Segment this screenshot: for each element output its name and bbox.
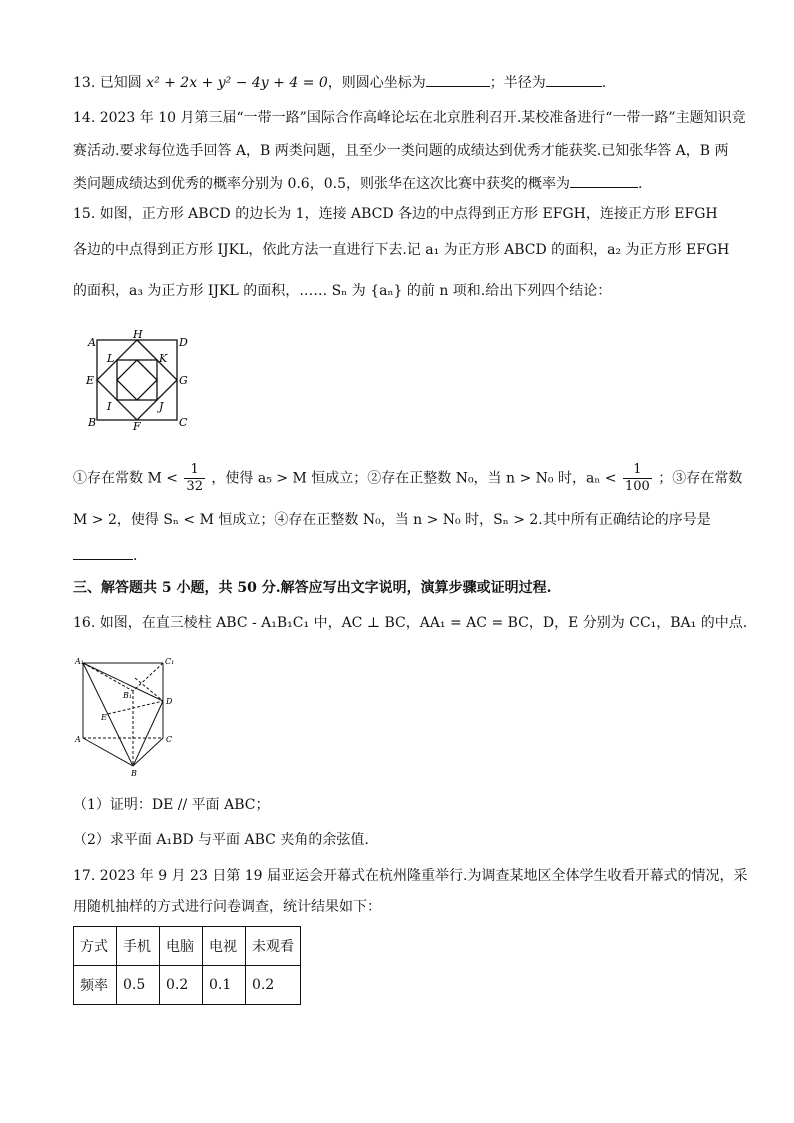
label-b1: B₁ — [123, 691, 133, 700]
table-row — [74, 966, 301, 1005]
nested-squares-figure — [76, 330, 188, 430]
frac1-denominator: 32 — [186, 479, 203, 494]
q15-line3: 的面积，a₃ 为正方形 IJKL 的面积，…… Sₙ 为 {aₙ} 的前 n 项和.给出下列四个结论： — [73, 283, 612, 299]
square-inner — [117, 360, 157, 400]
fraction-1-100 — [623, 462, 652, 495]
q13-mid: ，则圆心坐标为 — [327, 75, 426, 91]
frac1-numerator: 1 — [184, 462, 205, 479]
q16-part2: （2）求平面 A₁BD 与平面 ABC 夹角的余弦值. — [73, 832, 369, 848]
edge-c1b1 — [133, 663, 163, 691]
label-l: L — [107, 352, 115, 365]
c2-text-b: ；③存在常数 — [658, 470, 743, 487]
segment-de — [108, 701, 163, 714]
table-cell: 0.1 — [203, 966, 246, 1005]
q15-line2: 各边的中点得到正方形 IJKL，依此方法一直进行下去.记 a₁ 为正方形 ABCD 的面积，a₂ 为正方形 EFGH — [73, 242, 730, 258]
q13-number: 13. — [73, 75, 96, 91]
edge-cb — [133, 738, 163, 766]
label-i: I — [107, 400, 112, 413]
label-b: B — [131, 769, 137, 778]
c1-text-b: ，使得 a₅ > M 恒成立；②存在正整数 N₀，当 n > N₀ 时，aₙ < — [211, 470, 617, 487]
q16-line1: 16. 如图，在直三棱柱 ABC - A₁B₁C₁ 中，AC ⊥ BC，AA₁ = AC = BC，D，E 分别为 CC₁，BA₁ 的中点. — [73, 615, 748, 631]
q17-line1: 17. 2023 年 9 月 23 日第 19 届亚运会开幕式在杭州隆重举行.为调查某地区全体学生收看开幕式的情况，采 — [73, 868, 748, 884]
frac2-denominator: 100 — [625, 479, 650, 494]
question-13 — [73, 72, 606, 93]
label-k: K — [159, 352, 168, 365]
q15-blank — [73, 545, 133, 560]
table-cell: 手机 — [117, 927, 160, 966]
q14-blank — [570, 173, 638, 188]
label-a: A — [88, 336, 96, 349]
label-a: A — [75, 735, 81, 744]
label-f: F — [133, 420, 141, 430]
q14-line1: 14. 2023 年 10 月第三届“一带一路”国际合作高峰论坛在北京胜利召开.某校准备进行“一带一路”主题知识竞 — [73, 110, 746, 126]
section-3-heading: 三、解答题共 5 小题，共 50 分.解答应写出文字说明，演算步骤或证明过程. — [73, 580, 552, 596]
table-header-row — [74, 927, 301, 966]
label-g: G — [179, 374, 188, 387]
q15-answer-line — [73, 545, 137, 566]
q14-line3 — [73, 173, 642, 194]
label-c1: C₁ — [165, 657, 175, 666]
q14-line2: 赛活动.要求每位选手回答 A，B 两类问题，且至少一类问题的成绩达到优秀才能获奖.已知张华答 A，B 两 — [73, 143, 729, 159]
q13-blank-center — [426, 72, 490, 87]
segment-db — [133, 701, 163, 766]
q15-conclusions-line1 — [73, 462, 742, 495]
q14-end: . — [637, 176, 643, 192]
edge-ab — [83, 738, 133, 766]
q15-conclusions-line2: M > 2，使得 Sₙ < M 恒成立；④存在正整数 N₀，当 n > N₀ 时，Sₙ > 2.其中所有正确结论的序号是 — [73, 512, 711, 528]
table-cell: 未观看 — [246, 927, 301, 966]
q13-end: . — [601, 75, 607, 91]
q17-line2: 用随机抽样的方式进行问卷调查，统计结果如下： — [73, 899, 381, 915]
segment-a1b — [83, 663, 133, 766]
q13-sep: ；半径为 — [489, 75, 546, 91]
square-ijkl — [117, 360, 157, 400]
table-cell: 电视 — [203, 927, 246, 966]
q16-part1: （1）证明：DE // 平面 ABC； — [73, 797, 270, 813]
table-cell: 方式 — [74, 927, 117, 966]
label-e: E — [86, 374, 95, 387]
label-h: H — [133, 330, 143, 341]
label-j: J — [159, 400, 164, 413]
q14-line3-text: 类问题成绩达到优秀的概率分别为 0.6，0.5，则张华在这次比赛中获奖的概率为 — [73, 176, 570, 192]
q13-prefix: 已知圆 — [99, 75, 142, 91]
prism-figure — [73, 656, 183, 778]
label-d: D — [179, 336, 188, 349]
q15-end: . — [133, 548, 138, 564]
label-b: B — [88, 416, 97, 429]
q13-equation: x² + 2x + y² − 4y + 4 = 0 — [146, 75, 328, 91]
label-a1: A₁ — [75, 657, 84, 666]
q15-line1: 15. 如图，正方形 ABCD 的边长为 1，连接 ABCD 各边的中点得到正方形 EFGH，连接正方形 EFGH — [73, 206, 718, 222]
frac2-numerator: 1 — [623, 462, 652, 479]
table-cell: 频率 — [74, 966, 117, 1005]
label-d: D — [166, 697, 173, 706]
q13-blank-radius — [546, 72, 602, 87]
label-c: C — [166, 735, 173, 744]
table-cell: 0.5 — [117, 966, 160, 1005]
label-e: E — [101, 713, 107, 722]
table-cell: 0.2 — [246, 966, 301, 1005]
frequency-table — [73, 926, 301, 1005]
table-cell: 0.2 — [160, 966, 203, 1005]
label-c: C — [179, 416, 188, 429]
c1-text-a: ①存在常数 M < — [73, 470, 178, 487]
fraction-1-32 — [184, 462, 205, 495]
table-cell: 电脑 — [160, 927, 203, 966]
edge-a1b1 — [83, 663, 133, 691]
